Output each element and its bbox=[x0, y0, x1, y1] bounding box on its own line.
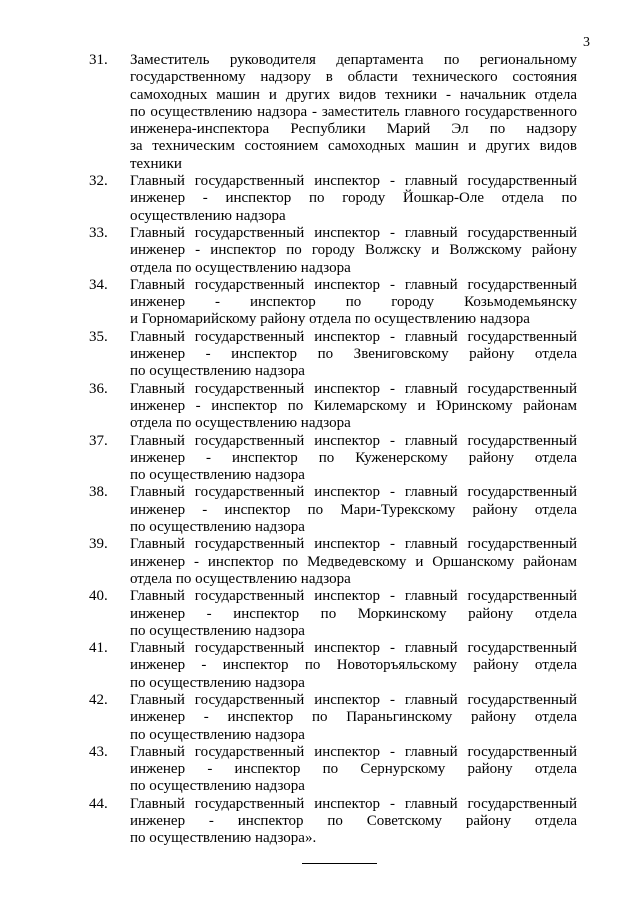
list-item-43 bbox=[89, 744, 577, 796]
text-line: Главный государственный инспектор - главный государственный bbox=[130, 588, 577, 605]
text-line: по осуществлению надзора bbox=[130, 674, 305, 691]
text-line: по осуществлению надзора». bbox=[130, 830, 317, 847]
text-line: инженер - инспектор по Медведевскому и Оршанскому районам bbox=[130, 553, 577, 570]
text-line: Главный государственный инспектор - главный государственный bbox=[130, 795, 577, 812]
item-text bbox=[130, 588, 577, 640]
text-line: инженера-инспектора Республики Марий Эл по надзору bbox=[130, 121, 577, 138]
item-text bbox=[130, 692, 577, 744]
text-line: инженер - инспектор по Куженерскому району отдела bbox=[130, 449, 577, 466]
item-number: 43. bbox=[89, 743, 108, 760]
text-line: Главный государственный инспектор - главный государственный bbox=[130, 432, 577, 449]
text-line: Заместитель руководителя департамента по региональному bbox=[130, 52, 577, 68]
item-text bbox=[130, 744, 577, 796]
item-number: 41. bbox=[89, 640, 108, 657]
list-item-37 bbox=[89, 433, 577, 485]
list-item-33 bbox=[89, 225, 577, 277]
text-line: самоходных машин и других видов техники - начальник отдела bbox=[130, 86, 577, 103]
list-item-36 bbox=[89, 381, 577, 433]
item-text bbox=[130, 796, 577, 848]
item-number: 37. bbox=[89, 432, 108, 449]
list-item-35 bbox=[89, 329, 577, 381]
text-line: Главный государственный инспектор - главный государственный bbox=[130, 328, 577, 345]
item-number: 40. bbox=[89, 588, 108, 605]
text-line: инженер - инспектор по Моркинскому району отдела bbox=[130, 605, 577, 622]
list-item-39 bbox=[89, 536, 577, 588]
text-line: инженер - инспектор по городу Йошкар-Оле отдела по bbox=[130, 190, 577, 207]
text-line: по осуществлению надзора bbox=[130, 622, 305, 639]
text-line: за техническим состоянием самоходных машин и других видов bbox=[130, 138, 577, 155]
text-line: Главный государственный инспектор - главный государственный bbox=[130, 640, 577, 657]
page-number: 3 bbox=[583, 35, 590, 50]
text-line: инженер - инспектор по городу Волжску и Волжскому району bbox=[130, 242, 577, 259]
end-rule bbox=[302, 863, 377, 864]
text-line: осуществлению надзора bbox=[130, 207, 286, 224]
list-item-44 bbox=[89, 796, 577, 848]
item-number: 38. bbox=[89, 484, 108, 501]
text-line: по осуществлению надзора bbox=[130, 519, 305, 536]
text-line: инженер - инспектор по Новоторъяльскому району отдела bbox=[130, 657, 577, 674]
item-text bbox=[130, 329, 577, 381]
text-line: Главный государственный инспектор - главный государственный bbox=[130, 224, 577, 241]
list-item-41 bbox=[89, 640, 577, 692]
text-line: Главный государственный инспектор - главный государственный bbox=[130, 691, 577, 708]
text-line: Главный государственный инспектор - главный государственный bbox=[130, 743, 577, 760]
text-line: инженер - инспектор по Советскому району отдела bbox=[130, 813, 577, 830]
item-number: 36. bbox=[89, 380, 108, 397]
text-line: по осуществлению надзора bbox=[130, 363, 305, 380]
text-line: инженер - инспектор по Звениговскому району отдела bbox=[130, 346, 577, 363]
item-text bbox=[130, 640, 577, 692]
item-number: 31. bbox=[89, 52, 108, 68]
text-line: по осуществлению надзора bbox=[130, 778, 305, 795]
text-line: по осуществлению надзора bbox=[130, 467, 305, 484]
list-item-31 bbox=[89, 52, 577, 173]
list-item-40 bbox=[89, 588, 577, 640]
text-line: инженер - инспектор по Параньгинскому району отдела bbox=[130, 709, 577, 726]
list-item-42 bbox=[89, 692, 577, 744]
item-text bbox=[130, 225, 577, 277]
list-item-32 bbox=[89, 173, 577, 225]
item-number: 35. bbox=[89, 328, 108, 345]
text-line: инженер - инспектор по Килемарскому и Юринскому районам bbox=[130, 397, 577, 414]
item-text bbox=[130, 484, 577, 536]
text-line: техники bbox=[130, 155, 182, 172]
item-number: 32. bbox=[89, 173, 108, 190]
text-line: инженер - инспектор по Сернурскому району отдела bbox=[130, 761, 577, 778]
text-line: Главный государственный инспектор - главный государственный bbox=[130, 536, 577, 553]
text-line: Главный государственный инспектор - главный государственный bbox=[130, 380, 577, 397]
item-number: 42. bbox=[89, 691, 108, 708]
text-line: инженер - инспектор по Мари-Турекскому району отдела bbox=[130, 501, 577, 518]
item-number: 34. bbox=[89, 276, 108, 293]
item-number: 33. bbox=[89, 224, 108, 241]
item-text bbox=[130, 52, 577, 173]
item-text bbox=[130, 433, 577, 485]
text-line: инженер - инспектор по городу Козьмодемьянску bbox=[130, 294, 577, 311]
position-list bbox=[89, 52, 577, 848]
list-item-34 bbox=[89, 277, 577, 329]
text-line: Главный государственный инспектор - главный государственный bbox=[130, 276, 577, 293]
item-number: 39. bbox=[89, 536, 108, 553]
text-line: Главный государственный инспектор - главный государственный bbox=[130, 484, 577, 501]
text-line: и Горномарийскому району отдела по осуществлению надзора bbox=[130, 311, 530, 328]
list-item-38 bbox=[89, 484, 577, 536]
item-text bbox=[130, 277, 577, 329]
text-line: государственному надзору в области технического состояния bbox=[130, 69, 577, 86]
item-number: 44. bbox=[89, 795, 108, 812]
item-text bbox=[130, 381, 577, 433]
text-line: отдела по осуществлению надзора bbox=[130, 259, 351, 276]
text-line: отдела по осуществлению надзора bbox=[130, 415, 351, 432]
item-text bbox=[130, 173, 577, 225]
item-text bbox=[130, 536, 577, 588]
text-line: по осуществлению надзора bbox=[130, 726, 305, 743]
text-line: Главный государственный инспектор - главный государственный bbox=[130, 173, 577, 190]
text-line: по осуществлению надзора - заместитель главного государственного bbox=[130, 103, 577, 120]
text-line: отдела по осуществлению надзора bbox=[130, 570, 351, 587]
